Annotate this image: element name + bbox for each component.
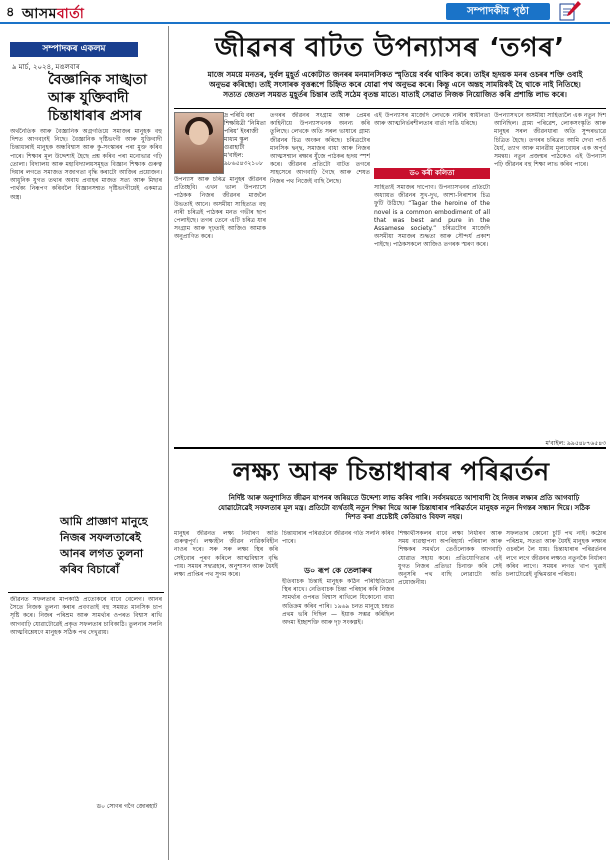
- date-line: ৯ মাৰ্চ, ২০২৪, মঙলবাৰ: [12, 63, 80, 71]
- article2-column-2: চিন্তাধাৰাৰ পৰিৱৰ্তনে জীৱনৰ গতি সলনি কৰিব পাৰে।: [282, 530, 394, 546]
- masthead-part-b: বাৰ্তা: [56, 6, 85, 22]
- article1-column-3a: এই উপন্যাসৰ মাজেদি লেখকে নাৰীৰ স্বাধীনতা আৰু আত্মনিৰ্ভৰশীলতাৰ বাৰ্তা দাঙি ধৰিছে।: [374, 112, 490, 128]
- column-body: জীৱনত সফলতাৰ মাপকাঠি প্ৰত্যেকৰে বাবে বেলেগ। আনৰ সৈতে নিজক তুলনা কৰাৰ প্ৰবণতাই বহু সময়ত মানসিক চাপ সৃষ্টি কৰে। নিজৰ পৰিশ্ৰম আৰু সামৰ্থ্যৰ ওপৰত বিশ্বাস ৰাখি আগবাঢ়ি যোৱাটোৱেই প্ৰকৃত সফলতাৰ চাবিকাঠি। তুলনাৰ সলনি আত্মবিশ্লেষণে মানুহক সঠিক পথ দেখুৱায়।: [10, 596, 162, 636]
- article-divider: [174, 447, 606, 449]
- article1-headline: জীৱনৰ বাটত উপন্যাসৰ ‘তগৰ’: [214, 33, 566, 63]
- pen-icon: [558, 0, 582, 22]
- article2-intro: নিৰ্দিষ্ট আৰু অনুশাসিত জীৱন যাপনৰ জৰিয়তে উদ্দেশ্য লাভ কৰিব পাৰি। সৰ্বসময়তে আশাবাদী হৈ নিজৰ লক্ষ্যৰ প্ৰতি আগবাঢ়ি যোৱাটোৱেই সফলতাৰ মূল মন্ত্ৰ। প্ৰতিটো ব্যৰ্থতাই নতুন শিক্ষা দিয়ে আৰু চিন্তাধাৰাৰ পৰিৱৰ্তনে মানুহক নতুন দিগন্তৰ সন্ধান দিয়ে। সঠিক দিশত কৰা প্ৰচেষ্টাই কেতিয়াও বিফল নহয়।: [218, 494, 590, 521]
- column-headline: আমি প্ৰাজ্ঞাণ মানুহে নিজৰ সফলতাৰেই আনৰ লগত তুলনা কৰিব বিচাৰোঁ: [60, 515, 148, 576]
- section-label: সম্পাদকীয় পৃষ্ঠা: [446, 3, 550, 20]
- article2-column-4: সফলতাৰ কোনো চুটি পথ নাই। কঠোৰ পৰিশ্ৰম, সততা আৰু ধৈৰ্যই মানুহক লক্ষ্যৰ ওচৰলৈ লৈ যায়। চিন্তাধাৰাৰ পৰিৱৰ্তনৰ লগে লগে জীৱনৰ লক্ষ্যও নতুনকৈ নিৰ্ধাৰণ কৰিব লাগে। সময়ৰ লগত খাপ খুৱাই চলাটোৱেই বুদ্ধিমত্তাৰ পৰিচয়।: [506, 530, 606, 579]
- column-byline: ড০ সোণৰ গগৈ জোৰহাট: [96, 803, 158, 810]
- article2-byline: ড০ ৰূপ কে তেলাৰুৰ: [304, 566, 372, 575]
- article2-column-1: মানুহৰ জীৱনত লক্ষ্য নিৰ্ধাৰণ অতি গুৰুত্বপূৰ্ণ। লক্ষ্যহীন জীৱন নাৱিকবিহীন নাওৰ দৰে। সৰু সৰু লক্ষ্য স্থিৰ কৰি সেইবোৰ পূৰণ কৰিলে আত্মবিশ্বাস বৃদ্ধি পায়। সময়ৰ সদ্ব্যৱহাৰ, অনুশাসন আৰু ধৈৰ্যই লক্ষ্য প্ৰাপ্তিৰ পথ সুগম কৰে।: [174, 530, 278, 579]
- article1-column-4: উপন্যাসখনে অসমীয়া সাহিত্যলৈ এক নতুন দিশ আনিছিল। গ্ৰাম্য পৰিৱেশ, লোকসংস্কৃতি আৰু মানুহৰ সৰল জীৱনধাৰা অতি সুন্দৰভাৱে চিত্ৰিত হৈছে। তগৰৰ চৰিত্ৰত আমি দেখা পাওঁ ধৈৰ্য, ত্যাগ আৰু মানৱীয় মূল্যবোধৰ এক অপূৰ্ব সমন্বয়। নতুন প্ৰজন্মৰ পাঠকেও এই উপন্যাস পঢ়ি জীৱনৰ বহু শিক্ষা লাভ কৰিব পাৰে।: [494, 112, 606, 169]
- editorial-headline: বৈজ্ঞানিক সাঙ্খতা আৰু যুক্তিবাদী চিন্তাধাৰাৰ প্ৰসাৰ: [48, 72, 147, 124]
- column-divider: [168, 26, 169, 860]
- article1-column-2: তগৰৰ জীৱনৰ সংগ্ৰাম আৰু প্ৰেমৰ কাহিনীয়ে উপন্যাসখনক অনন্য কৰি তুলিছে। লেখকে অতি সৰল ভাষাৰে গ্ৰাম্য জীৱনৰ চিত্ৰ অংকন কৰিছে। চৰিত্ৰটোৰ মানসিক দ্বন্দ্ব, সমাজৰ বাধা আৰু নিজৰ আত্মসন্মান ৰক্ষাৰ যুঁজে পাঠকৰ হৃদয় স্পৰ্শ কৰে। জীৱনৰ প্ৰতিটো বাটত তগৰে সাহসেৰে আগবাঢ়ি গৈছে আৰু শেষত নিজৰ পথ নিজেই বাছি লৈছে।: [270, 112, 370, 185]
- page-number: ৪: [6, 5, 15, 20]
- masthead-part-a: আসম: [22, 6, 57, 22]
- article1-intro: মাজে সময়ে মনতৰ, দুৰ্বল মুহূৰ্ত একোটাত জনৰৰ মনমানসিকত স্মৃতিয়ে বৰ্বৰ থাকিব কৰে। তাইৰ হৃদয়ক মনৰ ওচৰৰ শক্তি ওবাই অনুভৱ কৰিছো। তাই সংসাৰক বৃত্তৰূপে চিহ্নিত কৰে যোৱা পথ অনুভৱ কৰে। কিন্তু এনে অন্তহ সাময়িকই হৈ থাকে নাই নিতিছে। সত্যত জেতল সময়ত মুহূৰ্তৰ চিন্তাৰ তাই সঠেম বৃতন্ত মাতে। যাতাই সেৱাত নিজক নিয়োজিত কৰি প্ৰশান্তি লাভ কৰে।: [207, 70, 583, 99]
- editorial-body: অৰ্থনৈতিক আৰু বৈজ্ঞানিক অগ্ৰগতিয়ে সমাজৰ মানুহক বহু দিশত আগবঢ়াই নিছে। বৈজ্ঞানিক দৃষ্টিভংগী আৰু যুক্তিবাদী চিন্তাধাৰাই মানুহক অন্ধবিশ্বাস আৰু কু-সংস্কাৰৰ পৰা মুক্ত কৰিব পাৰে। শিক্ষাৰ মূল উদ্দেশ্যই হৈছে প্ৰশ্ন কৰিব পৰা মনোভাৱ গঢ়ি তোলা। বিদ্যালয় আৰু মহাবিদ্যালয়সমূহত বিজ্ঞান শিক্ষাক গুৰুত্ব দিয়াৰ লগতে সমাজত সজাগতা বৃদ্ধি কৰাটো আজিৰ প্ৰয়োজন। আধুনিক যুগত তথ্যৰ অবাধ প্ৰবাহৰ মাজত সত্য আৰু মিছাৰ পাৰ্থক্য নিৰূপণ কৰিবলৈ বিজ্ঞানসন্মত দৃষ্টিভংগীয়েই একমাত্ৰ অস্ত্ৰ।: [10, 128, 162, 201]
- article1-column-3b: সাহিত্যই সমাজৰ দাপোণ। উপন্যাসখনৰ প্ৰতিটো অধ্যায়ত জীৱনৰ সুখ-দুখ, আশা-নিৰাশাৰ চিত্ৰ ফুটি উঠিছে। “Tagar the heroine of the novel is a common embodiment of all that was best and pure in the Assamese society.” চৰিত্ৰটোৰ মাজেদি অসমীয়া সমাজৰ শুদ্ধতা আৰু সৌন্দৰ্য প্ৰকাশ পাইছে। পাঠকসকলে আজিও তগৰক স্মৰণ কৰে।: [374, 184, 490, 249]
- author-note: দ্ৰ পৰিধি বৰা শিক্ষয়িত্ৰী ‘নিমিতা পৰিয়’ ইংৰাজী মাধ্যম স্কুল গুৱাহাটী ম'বাইল: ৯৮৬৫৪৩২১০৮: [224, 112, 266, 167]
- article2-headline: লক্ষ্য আৰু চিন্তাধাৰাৰ পৰিৱৰ্তন: [232, 457, 550, 486]
- article1-column-1: উপন্যাস আৰু চৰিত্ৰ মানুহৰ জীৱনৰ প্ৰতিচ্ছবি। এখন ভাল উপন্যাসে পাঠকক নিজৰ জীৱনৰ মাজলৈ উভতাই আনে। অসমীয়া সাহিত্যত বহু নাৰী চৰিত্ৰই পাঠকৰ মনত গভীৰ ছাপ পেলাইছে। তগৰ তেনে এটি চৰিত্ৰ যাৰ সংগ্ৰাম আৰু দৃঢ়তাই আজিও আমাক অনুপ্ৰাণিত কৰে।: [174, 176, 266, 241]
- author-photo: [174, 112, 224, 174]
- header-rule: [0, 22, 610, 24]
- article2-column-2b: ইতিবাচক চিন্তাই মানুহক কঠিন পৰিস্থিতিতো স্থিৰ ৰাখে। নেতিবাচক চিন্তা পৰিহাৰ কৰি নিজৰ সামৰ্থ্যৰ ওপৰত বিশ্বাস ৰাখিলে যিকোনো বাধা অতিক্ৰম কৰিব পাৰি। ১৯৬৯ চনত মানুহে চন্দ্ৰত প্ৰথম ভৰি দিছিল — ইয়াক সম্ভৱ কৰিছিল অদম্য ইচ্ছাশক্তি আৰু দৃঢ় সংকল্পই।: [282, 578, 394, 627]
- author-label: ড০ কৰী কলিতা: [374, 168, 490, 179]
- left-section-rule: [8, 592, 164, 593]
- article2-column-3: শিক্ষাৰ্থীসকলৰ বাবে লক্ষ্য নিৰ্ধাৰণ আৰু সময় ব্যৱস্থাপনা অপৰিহাৰ্য। পৰিয়াল আৰু শিক্ষকৰ সমৰ্থনে তেওঁলোকক আগবাঢ়ি যোৱাত সহায় কৰে। প্ৰতিযোগিতাৰ এই যুগত নিজৰ প্ৰতিভা চিনাক্ত কৰি সেই অনুসৰি পথ বাছি লোৱাটো অতি প্ৰয়োজনীয়।: [398, 530, 502, 587]
- intro-rule: [174, 108, 606, 109]
- editorial-label: সম্পাদকৰ একলম: [10, 42, 138, 57]
- article1-signature: ম'বাইল: ৯৯৫৪৮৭৬৫৪৩: [545, 440, 606, 447]
